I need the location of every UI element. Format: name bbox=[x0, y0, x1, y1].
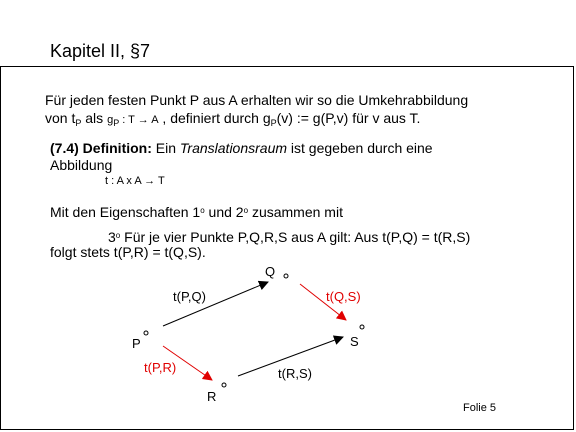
definition-term: Translationsraum bbox=[179, 140, 288, 156]
label-pq: t(P,Q) bbox=[173, 289, 206, 304]
point-r-dot bbox=[222, 383, 226, 387]
intro-sub: P bbox=[75, 118, 82, 128]
point-p-dot bbox=[144, 331, 148, 335]
properties-line-3: folgt stets t(P,R) = t(Q,S). bbox=[50, 244, 206, 260]
properties-text: und 2 bbox=[204, 204, 244, 220]
map-formula: $g_P$ : T → A bbox=[107, 114, 159, 128]
properties-text: Für je vier Punkte P,Q,R,S aus A gilt: Aus t(P,Q) = t(R,S) bbox=[120, 229, 471, 245]
properties-text: Mit den Eigenschaften 1 bbox=[50, 204, 201, 220]
properties-text: zusammen mit bbox=[248, 204, 343, 220]
point-q-label: Q bbox=[265, 264, 276, 279]
intro-text: von t bbox=[45, 110, 76, 126]
degree-mark: o bbox=[115, 231, 121, 240]
properties-text: 3 bbox=[108, 229, 116, 245]
slide-number: Folie 5 bbox=[463, 402, 497, 414]
slide-title: Kapitel II, §7 bbox=[50, 41, 151, 61]
intro-line-1: Für jeden festen Punkt P aus A erhalten wir so die Umkehrabbildung bbox=[45, 92, 469, 108]
definition-text: Ein bbox=[151, 140, 180, 156]
definition-formula: t : A x A → T bbox=[105, 175, 165, 187]
definition-text: ist gegeben durch eine bbox=[287, 140, 433, 156]
point-p-label: P bbox=[132, 336, 141, 351]
definition-heading: (7.4) Definition: bbox=[50, 140, 152, 156]
degree-mark: o bbox=[243, 206, 249, 215]
intro-sub: P bbox=[270, 118, 277, 128]
point-r-label: R bbox=[207, 389, 217, 404]
point-q-dot bbox=[284, 274, 288, 278]
intro-text: (v) := g(P,v) für v aus T. bbox=[276, 110, 421, 126]
intro-text: als bbox=[81, 110, 108, 126]
point-s-dot bbox=[360, 325, 364, 329]
definition-line-2: Abbildung bbox=[50, 157, 113, 173]
point-s-label: S bbox=[350, 334, 359, 349]
degree-mark: o bbox=[200, 206, 205, 215]
intro-text: , definiert durch g bbox=[158, 110, 271, 126]
label-pr: t(P,R) bbox=[144, 360, 177, 375]
label-qs: t(Q,S) bbox=[326, 289, 361, 304]
label-rs: t(R,S) bbox=[278, 366, 312, 381]
